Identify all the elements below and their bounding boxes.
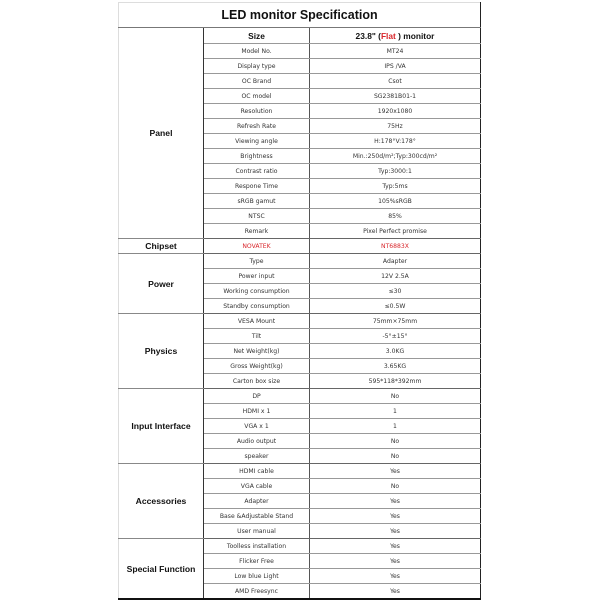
spec-item: Low blue Light <box>204 569 310 584</box>
spec-value: 12V 2.5A <box>310 269 481 284</box>
section-label-accessories: Accessories <box>119 464 204 539</box>
table-row <box>119 314 481 329</box>
spec-item: OC model <box>204 89 310 104</box>
spec-item: sRGB gamut <box>204 194 310 209</box>
spec-value: IPS /VA <box>310 59 481 74</box>
spec-sheet <box>118 2 480 598</box>
section-label-physics: Physics <box>119 314 204 389</box>
spec-item: Tilt <box>204 329 310 344</box>
section-label-power: Power <box>119 254 204 314</box>
spec-item: Power input <box>204 269 310 284</box>
spec-value: Yes <box>310 569 481 584</box>
header-row <box>119 28 481 44</box>
spec-value: Typ:5ms <box>310 179 481 194</box>
spec-value: 85% <box>310 209 481 224</box>
spec-item: Audio output <box>204 434 310 449</box>
section-label-special-function: Special Function <box>119 539 204 600</box>
chipset-model: NT6883X <box>310 239 481 254</box>
spec-table <box>118 2 481 600</box>
spec-item: Contrast ratio <box>204 164 310 179</box>
spec-item: DP <box>204 389 310 404</box>
spec-item: OC Brand <box>204 74 310 89</box>
spec-item: VGA x 1 <box>204 419 310 434</box>
spec-item: AMD Freesync <box>204 584 310 600</box>
spec-item: Viewing angle <box>204 134 310 149</box>
spec-item: Refresh Rate <box>204 119 310 134</box>
spec-item: Adapter <box>204 494 310 509</box>
spec-value: 1 <box>310 404 481 419</box>
spec-item: speaker <box>204 449 310 464</box>
spec-value: 75Hz <box>310 119 481 134</box>
spec-value: SG2381B01-1 <box>310 89 481 104</box>
size-value-suffix: ) monitor <box>395 30 435 41</box>
spec-value: No <box>310 389 481 404</box>
spec-item: Toolless installation <box>204 539 310 554</box>
spec-item: Remark <box>204 224 310 239</box>
spec-value: Yes <box>310 464 481 479</box>
spec-value: 105%sRGB <box>310 194 481 209</box>
page-title: LED monitor Specification <box>119 3 481 28</box>
spec-item: Carton box size <box>204 374 310 389</box>
spec-value: Yes <box>310 494 481 509</box>
spec-value: 75mm×75mm <box>310 314 481 329</box>
spec-item: VGA cable <box>204 479 310 494</box>
spec-item: Model No. <box>204 44 310 59</box>
spec-value: No <box>310 434 481 449</box>
spec-value: Adapter <box>310 254 481 269</box>
spec-value: Csot <box>310 74 481 89</box>
section-label-input-interface: Input Interface <box>119 389 204 464</box>
spec-item: Resolution <box>204 104 310 119</box>
spec-value: Pixel Perfect promise <box>310 224 481 239</box>
table-row-chipset <box>119 239 481 254</box>
spec-value: -5°±15° <box>310 329 481 344</box>
spec-item: Display type <box>204 59 310 74</box>
spec-value: No <box>310 449 481 464</box>
spec-value: Min.:250d/m²;Typ:300cd/m² <box>310 149 481 164</box>
spec-item: HDMI x 1 <box>204 404 310 419</box>
spec-value: ≤30 <box>310 284 481 299</box>
spec-item: Base &Adjustable Stand <box>204 509 310 524</box>
spec-value: Yes <box>310 554 481 569</box>
table-row <box>119 389 481 404</box>
spec-item: Net Weight(kg) <box>204 344 310 359</box>
table-row <box>119 539 481 554</box>
size-label: Size <box>204 28 310 44</box>
spec-item: Gross Weight(kg) <box>204 359 310 374</box>
spec-value: Yes <box>310 539 481 554</box>
spec-value: 3.0KG <box>310 344 481 359</box>
spec-value: H:178°V:178° <box>310 134 481 149</box>
spec-item: Flicker Free <box>204 554 310 569</box>
spec-value: MT24 <box>310 44 481 59</box>
spec-item: HDMI cable <box>204 464 310 479</box>
spec-value: 595*118*392mm <box>310 374 481 389</box>
spec-item: Respone Time <box>204 179 310 194</box>
size-value-flat: Flat <box>380 30 396 41</box>
spec-value: ≤0.5W <box>310 299 481 314</box>
table-row <box>119 254 481 269</box>
spec-item: NTSC <box>204 209 310 224</box>
spec-item: User manual <box>204 524 310 539</box>
spec-value: Yes <box>310 509 481 524</box>
spec-item: Working consumption <box>204 284 310 299</box>
spec-value: 1 <box>310 419 481 434</box>
size-value <box>310 28 481 44</box>
spec-item: Type <box>204 254 310 269</box>
spec-item: Standby consumption <box>204 299 310 314</box>
spec-value: No <box>310 479 481 494</box>
spec-item: Brightness <box>204 149 310 164</box>
spec-value: Yes <box>310 524 481 539</box>
table-row <box>119 464 481 479</box>
section-label-chipset: Chipset <box>119 239 204 254</box>
chipset-brand: NOVATEK <box>204 239 310 254</box>
section-label-panel: Panel <box>119 28 204 239</box>
spec-value: 1920x1080 <box>310 104 481 119</box>
spec-value: Yes <box>310 584 481 600</box>
spec-item: VESA Mount <box>204 314 310 329</box>
title-row <box>119 3 481 28</box>
spec-value: 3.65KG <box>310 359 481 374</box>
size-value-prefix: 23.8" ( <box>355 30 381 41</box>
spec-value: Typ:3000:1 <box>310 164 481 179</box>
